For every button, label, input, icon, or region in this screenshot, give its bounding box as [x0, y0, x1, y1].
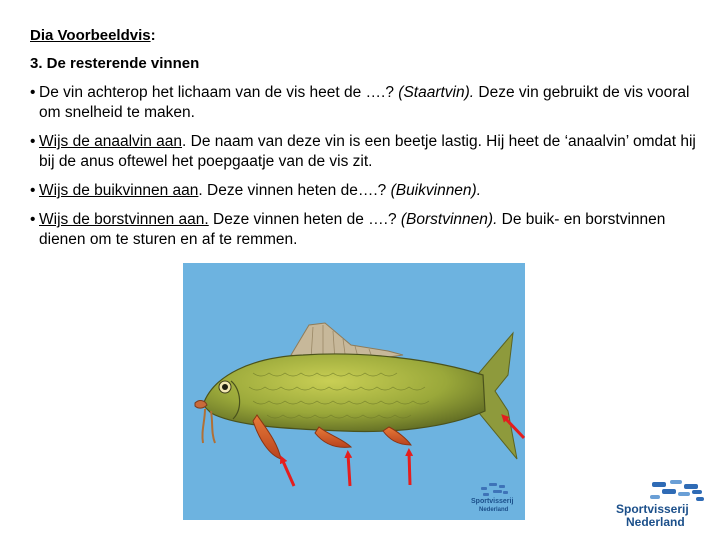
- bullet-item-buikvinnen: [30, 181, 710, 201]
- sportvisserij-logo: [612, 478, 712, 528]
- bullet-text: . Deze vinnen heten de….?: [198, 182, 391, 199]
- image-logo-line2: Nederland: [479, 507, 509, 513]
- logo-line1: Sportvisserij: [616, 502, 689, 516]
- fish-drawing: [183, 263, 525, 520]
- bullet-text: De buik- en borstvinnen dienen om te sturen en af te remmen.: [39, 211, 666, 248]
- bullet-answer: (Staartvin).: [398, 84, 475, 101]
- bullet-text: Deze vinnen heten de ….?: [208, 211, 401, 228]
- bullet-instruction: Wijs de buikvinnen aan: [39, 182, 199, 199]
- bullet-item-borstvinnen: [30, 210, 710, 250]
- bullet-text: . De naam van deze vin is een beetje lastig. Hij heet de ‘anaalvin’ omdat hij bij de anus oftewel het poepgaatje van de vis zit.: [39, 133, 696, 170]
- slide-title-text: Dia Voorbeeldvis: [30, 27, 151, 44]
- bullet-dot: •: [30, 211, 36, 228]
- bullet-dot: •: [30, 84, 36, 101]
- section-heading: 3. De resterende vinnen: [30, 55, 200, 72]
- image-logo-line1: Sportvisserij: [471, 498, 514, 505]
- logo-mark-icon: [650, 480, 704, 501]
- bullet-dot: •: [30, 133, 36, 150]
- bullet-answer: (Borstvinnen).: [400, 211, 498, 228]
- bullet-dot: •: [30, 182, 36, 199]
- bullet-item-staartvin: [30, 83, 710, 123]
- bullet-text: Deze vin gebruikt de vis vooral om snelheid te maken.: [39, 84, 690, 121]
- bullet-answer: (Buikvinnen).: [390, 182, 482, 199]
- logo-line2: Nederland: [626, 515, 685, 528]
- bullet-item-anaalvin: [30, 132, 710, 172]
- bullet-text: De vin achterop het lichaam van de vis heet de ….?: [39, 84, 399, 101]
- bullet-instruction: Wijs de borstvinnen aan.: [39, 211, 209, 228]
- arrow-anal-fin: [409, 452, 410, 485]
- fish-illustration: [183, 263, 525, 520]
- arrow-pelvic-fin: [348, 454, 350, 486]
- slide-title: [30, 27, 156, 45]
- bullet-list: [30, 83, 710, 259]
- slide-title-colon: :: [150, 27, 156, 44]
- fish-mouth: [195, 401, 207, 409]
- bullet-instruction: Wijs de anaalvin aan: [39, 133, 183, 150]
